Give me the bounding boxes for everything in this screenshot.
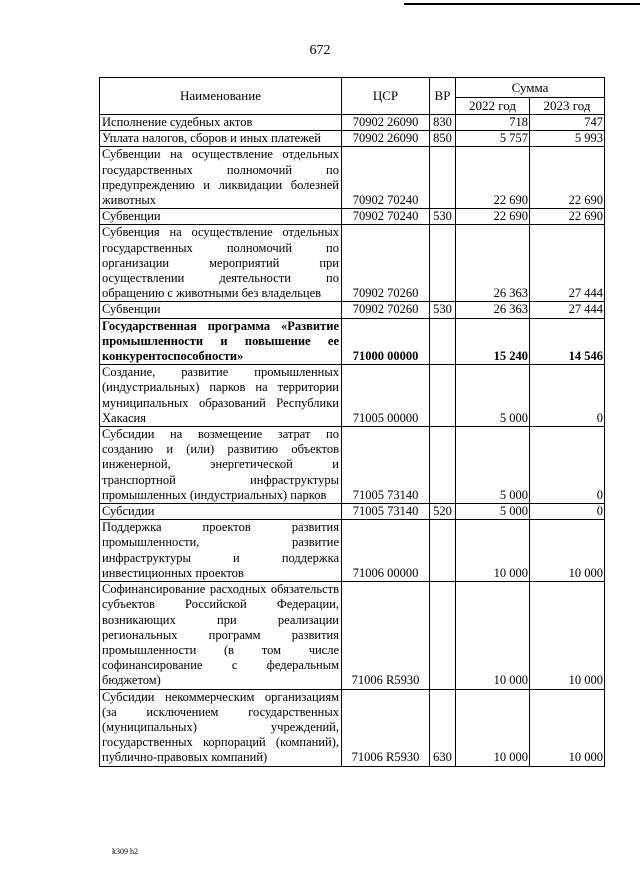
table-body [100,115,605,767]
top-rule [404,3,640,5]
row-vr [430,520,456,582]
row-name: Создание, развитие промышленных (индустриальных) парков на территории муниципальных образований Республики Хакасия [100,365,342,427]
row-2022: 10 000 [456,582,530,689]
page-number: 672 [309,43,331,58]
row-2023: 22 690 [530,147,605,209]
row-csr: 70902 70240 [342,147,430,209]
row-name: Субсидии некоммерческим организациям (за исключением государственных (муниципальных) учреждений, государственных корпораций (компаний), публично-правовых компаний) [100,689,342,766]
header-year-2022: 2022 год [456,98,530,115]
row-name: Субвенции [100,209,342,225]
row-2022: 26 363 [456,302,530,318]
row-2023: 22 690 [530,209,605,225]
budget-table [99,77,605,767]
row-name: Субвенции на осуществление отдельных государственных полномочий по предупреждению и ликвидации болезней животных [100,147,342,209]
row-2023: 27 444 [530,302,605,318]
row-2023: 27 444 [530,225,605,302]
table-row [100,520,605,582]
row-2023: 14 546 [530,318,605,365]
row-vr [430,147,456,209]
table-row [100,209,605,225]
row-csr: 70902 70260 [342,302,430,318]
row-vr [430,427,456,504]
table-row [100,365,605,427]
row-name: Софинансирование расходных обязательств субъектов Российской Федерации, возникающих при реализации региональных программ развития промышленности (в том числе софинансирование с федеральным бюджетом) [100,582,342,689]
row-name: Исполнение судебных актов [100,115,342,131]
row-2023: 10 000 [530,520,605,582]
table-row [100,225,605,302]
row-csr: 71005 73140 [342,427,430,504]
row-name: Субвенции [100,302,342,318]
row-2022: 22 690 [456,147,530,209]
row-name: Поддержка проектов развития промышленности, развитие инфраструктуры и поддержка инвестиционных проектов [100,520,342,582]
row-2023: 0 [530,427,605,504]
table-row [100,302,605,318]
row-vr: 530 [430,302,456,318]
header-sum: Сумма [456,78,605,98]
table-row [100,318,605,365]
row-2022: 718 [456,115,530,131]
row-2022: 5 000 [456,504,530,520]
row-vr: 830 [430,115,456,131]
table-row [100,504,605,520]
header-vr: ВР [430,78,456,115]
row-csr: 71005 73140 [342,504,430,520]
row-name: Уплата налогов, сборов и иных платежей [100,131,342,147]
row-name: Субсидии на возмещение затрат по созданию и (или) развитию объектов инженерной, энергетической и транспортной инфраструктуры промышленных (индустриальных) парков [100,427,342,504]
table-row [100,115,605,131]
row-vr: 520 [430,504,456,520]
row-csr: 70902 26090 [342,131,430,147]
row-vr [430,225,456,302]
row-2023: 0 [530,365,605,427]
row-csr: 71000 00000 [342,318,430,365]
table-row [100,582,605,689]
row-2022: 5 000 [456,427,530,504]
row-vr [430,318,456,365]
row-csr: 70902 26090 [342,115,430,131]
row-2022: 22 690 [456,209,530,225]
row-name: Субсидии [100,504,342,520]
table-row [100,427,605,504]
row-2022: 10 000 [456,520,530,582]
footer-code: k309 h2 [112,847,138,856]
row-2022: 26 363 [456,225,530,302]
header-csr: ЦСР [342,78,430,115]
row-2023: 747 [530,115,605,131]
row-vr: 530 [430,209,456,225]
row-csr: 71005 00000 [342,365,430,427]
row-csr: 71006 R5930 [342,689,430,766]
row-2023: 0 [530,504,605,520]
row-csr: 71006 R5930 [342,582,430,689]
row-csr: 71006 00000 [342,520,430,582]
row-csr: 70902 70260 [342,225,430,302]
row-name: Государственная программа «Развитие промышленности и повышение ее конкурентоспособности» [100,318,342,365]
row-csr: 70902 70240 [342,209,430,225]
row-name: Субвенция на осуществление отдельных государственных полномочий по организации мероприятий при осуществлении деятельности по обращению с животными без владельцев [100,225,342,302]
row-2023: 5 993 [530,131,605,147]
row-2022: 15 240 [456,318,530,365]
row-vr [430,582,456,689]
row-2023: 10 000 [530,582,605,689]
header-year-2023: 2023 год [530,98,605,115]
row-2022: 10 000 [456,689,530,766]
row-vr [430,365,456,427]
row-vr: 850 [430,131,456,147]
header-name: Наименование [100,78,342,115]
row-2023: 10 000 [530,689,605,766]
row-2022: 5 757 [456,131,530,147]
table-row [100,689,605,766]
table-row [100,131,605,147]
table-row [100,147,605,209]
row-2022: 5 000 [456,365,530,427]
row-vr: 630 [430,689,456,766]
